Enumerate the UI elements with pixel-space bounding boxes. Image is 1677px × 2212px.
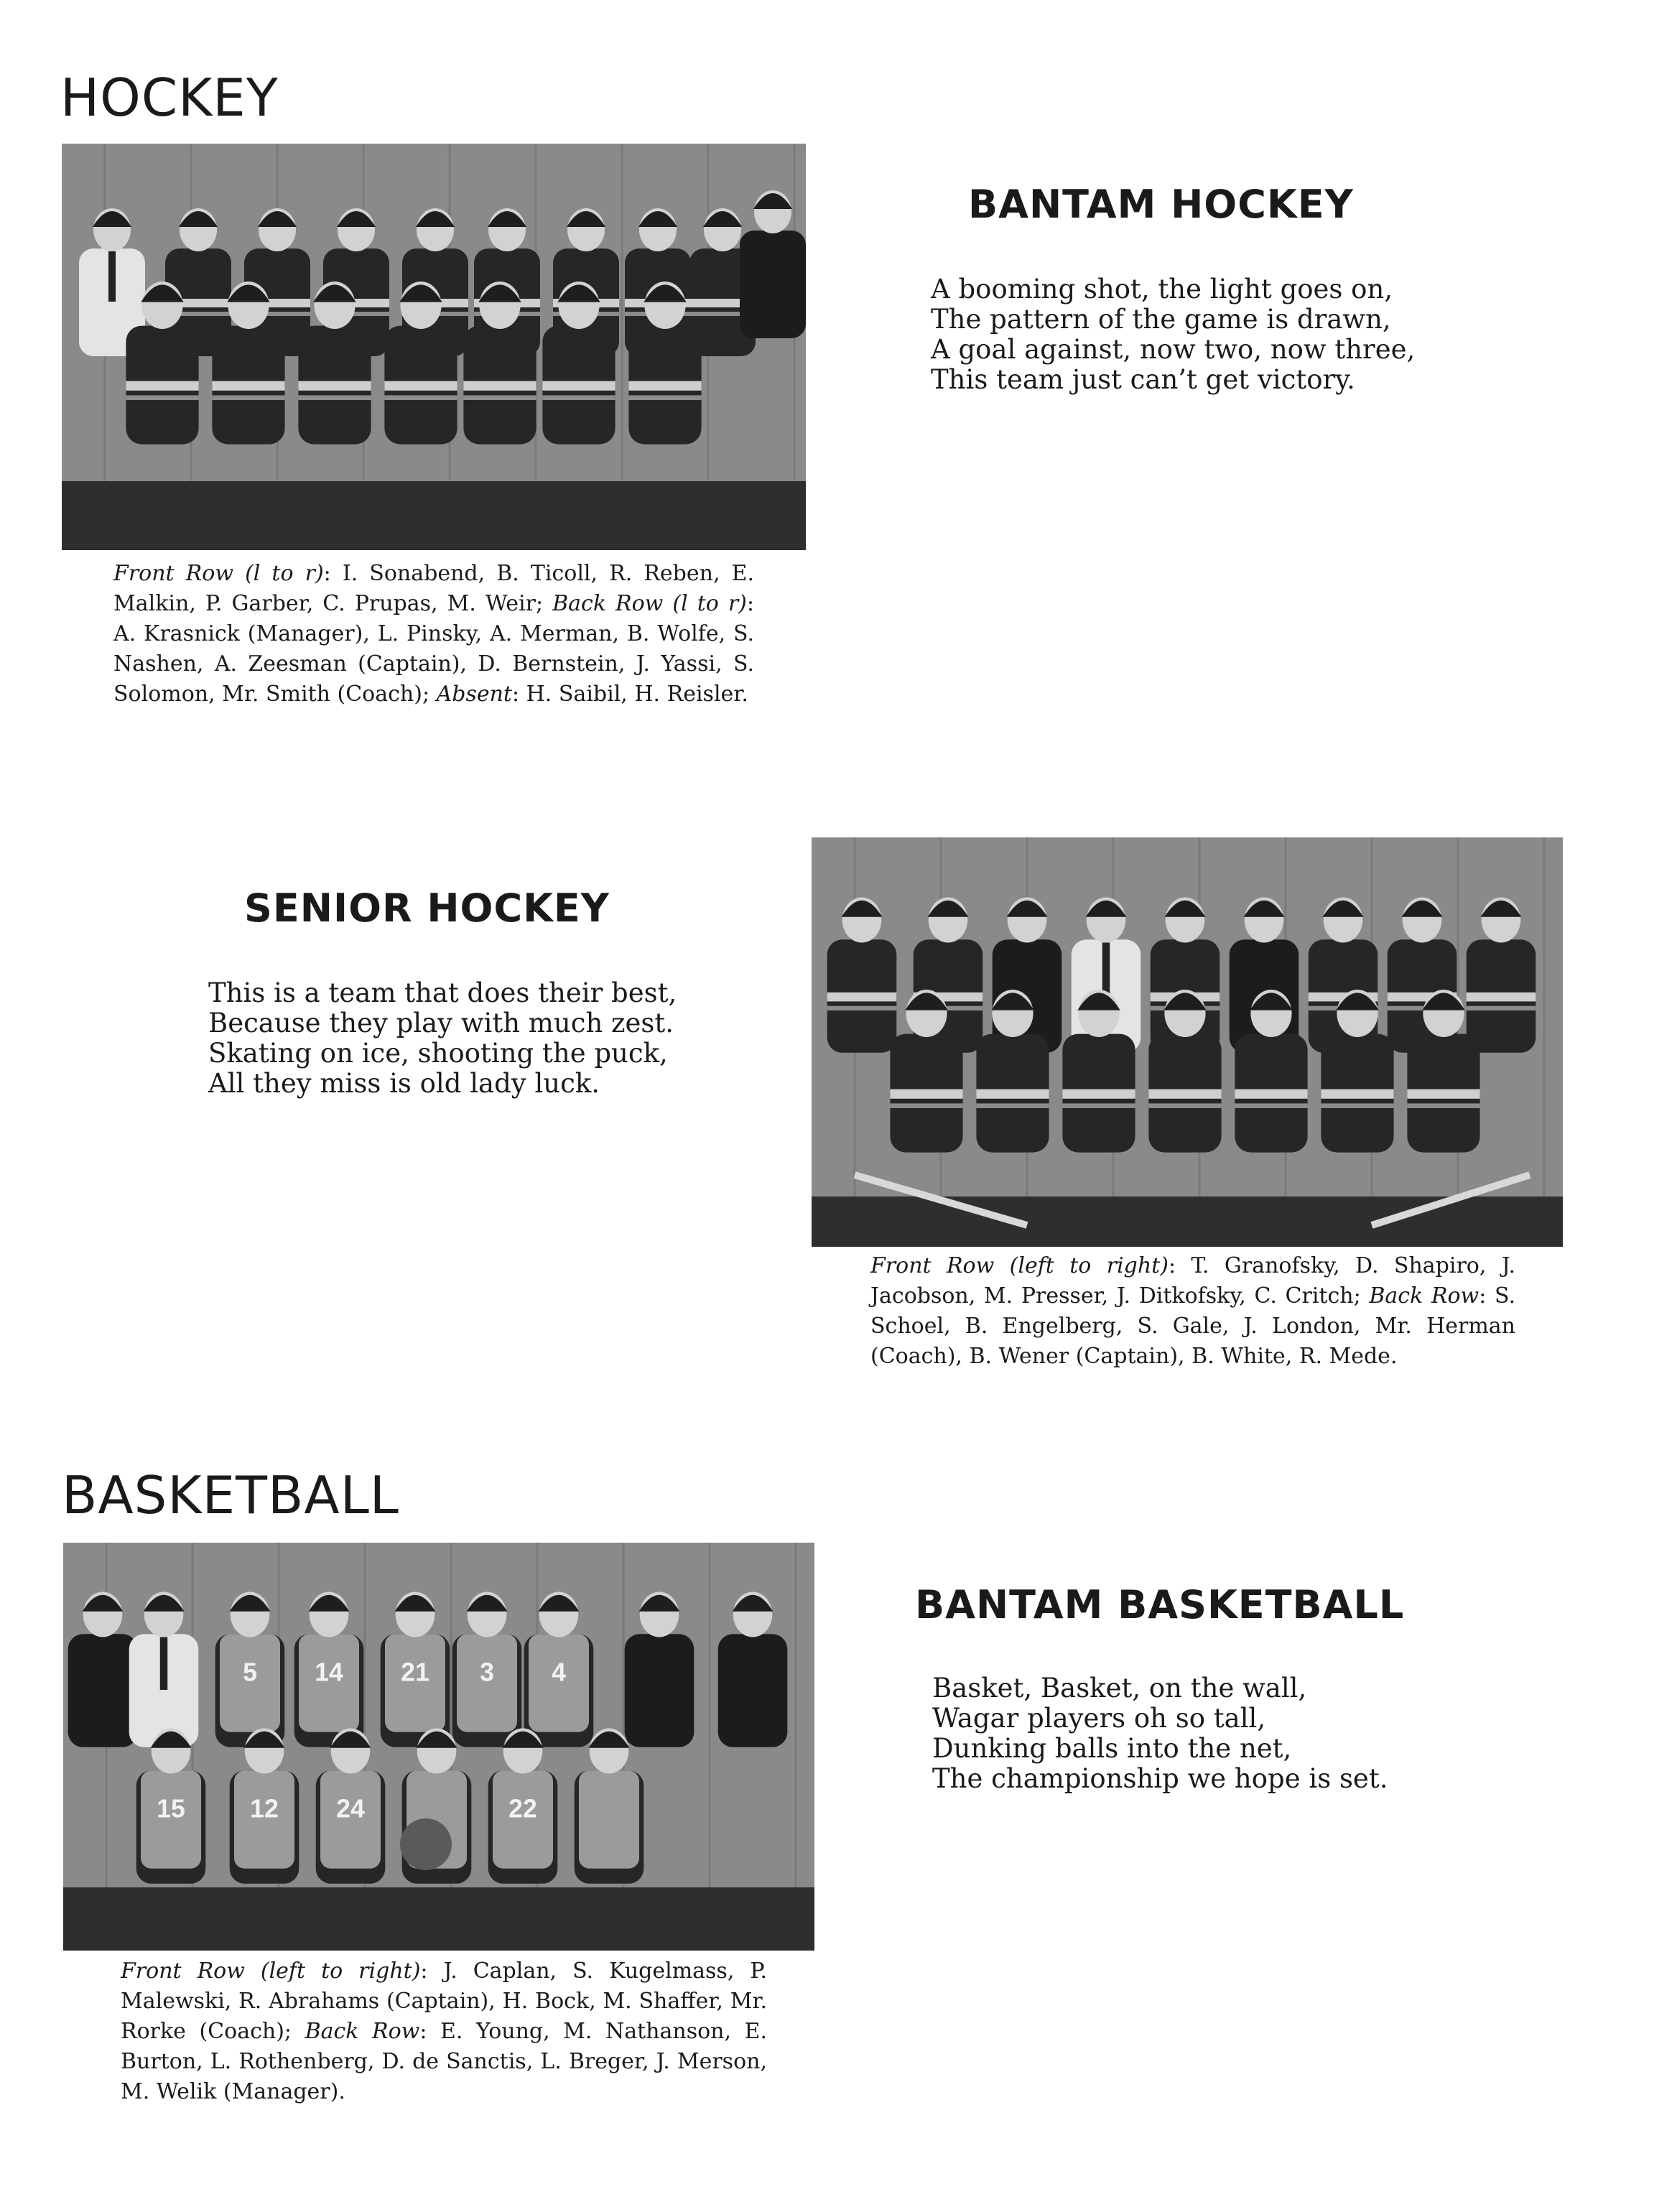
necktie — [160, 1637, 168, 1691]
poem-line: Skating on ice, shooting the puck, — [208, 1038, 668, 1069]
poem-line: A goal against, now two, now three, — [931, 334, 1416, 365]
player-figure — [625, 1634, 695, 1747]
caption-text: : S. Schoel, B. Engelberg, S. Gale, J. London, Mr. Herman (Coach), B. Wener (Captain), B. White, R. Mede. — [870, 1283, 1515, 1369]
caption-text: : I. Sonabend, B. Ticoll, R. Reben, E. Malkin, P. Garber, C. Prupas, M. Weir; — [113, 561, 754, 616]
senior-hockey-team-photo — [812, 837, 1563, 1247]
jersey-stripe — [212, 395, 284, 400]
jersey-number: 3 — [480, 1658, 494, 1687]
bantam-hockey-poem — [931, 274, 1415, 395]
jersey-number: 4 — [552, 1658, 566, 1687]
jersey-stripe — [463, 395, 536, 400]
jersey-stripe — [126, 381, 198, 391]
player-figure — [579, 1770, 639, 1869]
jersey-stripe — [1467, 993, 1536, 1002]
basketball-section-title: BASKETBALL — [62, 1465, 399, 1525]
jersey-stripe — [1235, 1103, 1307, 1108]
jersey-stripe — [1407, 1089, 1479, 1099]
hockey-section-title: HOCKEY — [60, 68, 279, 128]
jersey-stripe — [827, 993, 897, 1002]
jersey-stripe — [384, 395, 457, 400]
poem-line: Wagar players oh so tall, — [932, 1703, 1266, 1734]
jersey-stripe — [1148, 1089, 1221, 1099]
necktie — [108, 251, 116, 302]
jersey-stripe — [212, 381, 284, 391]
jersey-stripe — [890, 1103, 962, 1108]
caption-label: Back Row (l to r) — [552, 591, 747, 616]
jersey-stripe — [463, 381, 536, 391]
bantam-hockey-title: BANTAM HOCKEY — [968, 182, 1354, 227]
jersey-stripe — [1062, 1103, 1135, 1108]
poem-line: The championship we hope is set. — [932, 1763, 1388, 1794]
jersey-stripe — [126, 395, 198, 400]
jersey-number: 14 — [315, 1658, 343, 1687]
bantam-basketball-title: BANTAM BASKETBALL — [915, 1582, 1405, 1627]
jersey-number: 24 — [336, 1794, 365, 1823]
caption-text: : H. Saibil, H. Reisler. — [512, 682, 748, 707]
caption-text: : A. Krasnick (Manager), L. Pinsky, A. Merman, B. Wolfe, S. Nashen, A. Zeesman (Captain), D. Bernstein, J. Yassi, S. Solomon, Mr. Smith (Coach); — [113, 591, 754, 707]
jersey-stripe — [976, 1103, 1049, 1108]
jersey-stripe — [542, 381, 615, 391]
jersey-stripe — [1321, 1089, 1393, 1099]
poem-line: Because they play with much zest. — [208, 1008, 674, 1038]
jersey-stripe — [1407, 1103, 1479, 1108]
caption-label: Back Row — [305, 2019, 420, 2044]
caption-label: Front Row (left to right) — [870, 1253, 1169, 1278]
bantam-basketball-poem — [932, 1673, 1388, 1794]
caption-label: Front Row (left to right) — [121, 1958, 421, 1984]
jersey-stripe — [384, 381, 457, 391]
jersey-stripe — [628, 381, 701, 391]
jersey-stripe — [976, 1089, 1049, 1099]
jersey-stripe — [1235, 1089, 1307, 1099]
bantam-hockey-team-photo — [62, 144, 806, 550]
jersey-stripe — [298, 395, 371, 400]
basketball-icon — [400, 1818, 452, 1870]
caption-label: Absent — [436, 682, 512, 707]
jersey-number: 5 — [243, 1658, 257, 1687]
jersey-number: 12 — [250, 1794, 279, 1823]
poem-line: A booming shot, the light goes on, — [931, 274, 1393, 305]
jersey-number: 21 — [401, 1658, 429, 1687]
poem-line: Dunking balls into the net, — [932, 1733, 1292, 1764]
jersey-stripe — [1467, 1006, 1536, 1010]
senior-hockey-caption — [870, 1251, 1515, 1372]
jersey-stripe — [298, 381, 371, 391]
player-figure — [68, 1634, 138, 1747]
photo-floor — [62, 481, 806, 550]
jersey-number: 22 — [508, 1794, 537, 1823]
poem-line: All they miss is old lady luck. — [208, 1068, 600, 1099]
caption-text: : J. Caplan, S. Kugelmass, P. Malewski, R. Abrahams (Captain), H. Bock, M. Shaffer, Mr. Rorke (Coach); — [121, 1958, 767, 2044]
jersey-stripe — [542, 395, 615, 400]
bantam-hockey-caption — [113, 559, 754, 710]
caption-text: : T. Granofsky, D. Shapiro, J. Jacobson, M. Presser, J. Ditkofsky, C. Critch; — [870, 1253, 1515, 1309]
poem-line: This is a team that does their best, — [208, 977, 677, 1008]
jersey-stripe — [1062, 1089, 1135, 1099]
poem-line: This team just can’t get victory. — [931, 364, 1355, 395]
jersey-stripe — [890, 1089, 962, 1099]
caption-label: Front Row (l to r) — [113, 561, 324, 586]
bantam-basketball-team-photo — [63, 1543, 814, 1951]
poem-line: Basket, Basket, on the wall, — [932, 1673, 1307, 1704]
jersey-number: 15 — [157, 1794, 185, 1823]
caption-text: : E. Young, M. Nathanson, E. Burton, L. Rothenberg, D. de Sanctis, L. Breger, J. Merson, M. Welik (Manager). — [121, 2019, 767, 2104]
photo-floor — [63, 1887, 814, 1951]
player-figure — [740, 231, 806, 338]
player-figure — [718, 1634, 788, 1747]
poem-line: The pattern of the game is drawn, — [931, 304, 1391, 335]
jersey-stripe — [1148, 1103, 1221, 1108]
jersey-stripe — [1321, 1103, 1393, 1108]
senior-hockey-title: SENIOR HOCKEY — [244, 886, 610, 931]
senior-hockey-poem — [208, 978, 677, 1099]
necktie — [1102, 943, 1110, 996]
caption-label: Back Row — [1369, 1283, 1479, 1309]
bantam-basketball-caption — [121, 1956, 767, 2107]
jersey-stripe — [827, 1006, 897, 1010]
jersey-stripe — [628, 395, 701, 400]
